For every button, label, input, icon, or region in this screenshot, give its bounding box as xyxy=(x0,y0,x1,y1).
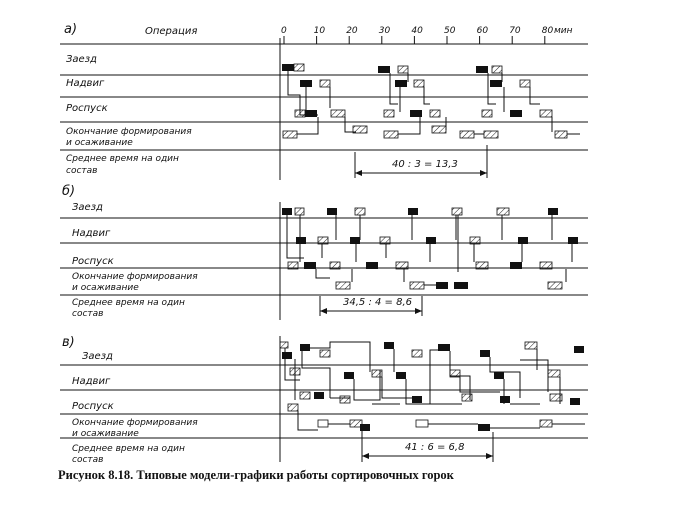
schedule-block xyxy=(436,282,448,289)
schedule-block xyxy=(384,131,398,138)
schedule-block xyxy=(300,80,312,87)
panel-a-label-average-2: состав xyxy=(66,166,98,176)
panel-v-label-finishing-2: и осаживание xyxy=(72,429,139,439)
schedule-block xyxy=(470,237,480,244)
schedule-block xyxy=(540,262,552,269)
schedule-block xyxy=(336,282,350,289)
schedule-block xyxy=(432,126,446,133)
panel-v-label-finishing-1: Окончание формирования xyxy=(72,418,198,428)
panel-v-label: в) xyxy=(62,335,75,350)
panel-a-label: а) xyxy=(64,22,78,37)
schedule-block xyxy=(540,420,552,427)
schedule-block xyxy=(454,282,468,289)
schedule-block xyxy=(320,350,330,357)
schedule-block xyxy=(548,282,562,289)
panel-v-schedule-blocks xyxy=(280,342,584,431)
panel-v-label-arrival: Заезд xyxy=(82,351,113,362)
panel-b-label-dissolution: Роспуск xyxy=(72,256,114,267)
schedule-block xyxy=(430,110,440,117)
schedule-block xyxy=(520,80,530,87)
panel-v-formula: 41 : 6 = 6,8 xyxy=(405,442,465,453)
panel-b-label: б) xyxy=(62,184,76,199)
panel-a-label-dissolution: Роспуск xyxy=(66,103,108,114)
schedule-block xyxy=(574,346,584,353)
panel-b-label-average-2: состав xyxy=(72,309,104,319)
schedule-block xyxy=(378,66,390,73)
schedule-block xyxy=(327,208,337,215)
schedule-block xyxy=(476,262,488,269)
panel-b-formula: 34,5 : 4 = 8,6 xyxy=(343,297,412,308)
schedule-block xyxy=(300,344,310,351)
panel-b-label-average-1: Среднее время на один xyxy=(72,298,185,308)
schedule-block xyxy=(548,208,558,215)
panel-v-label-push: Надвиг xyxy=(72,376,111,387)
figure-caption: Рисунок 8.18. Типовые модели-графики работы сортировочных горок xyxy=(58,468,454,482)
schedule-block xyxy=(426,237,436,244)
panel-a xyxy=(60,22,588,180)
schedule-block xyxy=(300,392,310,399)
schedule-block xyxy=(412,350,422,357)
schedule-block xyxy=(282,208,292,215)
schedule-block xyxy=(410,110,422,117)
schedule-block xyxy=(304,262,316,269)
schedule-block xyxy=(476,66,488,73)
panel-a-label-average-1: Среднее время на один xyxy=(66,154,179,164)
schedule-block xyxy=(570,398,580,405)
schedule-block xyxy=(555,131,567,138)
schedule-block xyxy=(296,237,306,244)
schedule-block xyxy=(396,262,408,269)
panel-v xyxy=(60,335,588,465)
schedule-block xyxy=(460,131,474,138)
time-tick-label: 40 xyxy=(411,26,423,36)
time-tick-label: 70 xyxy=(509,26,521,36)
schedule-block xyxy=(288,262,298,269)
time-tick-label: 30 xyxy=(378,26,391,36)
time-axis-unit: мин xyxy=(554,26,573,36)
schedule-block xyxy=(518,237,528,244)
schedule-block xyxy=(395,80,407,87)
schedule-block xyxy=(412,396,422,403)
schedule-block xyxy=(384,110,394,117)
schedule-block xyxy=(490,80,502,87)
panel-b-label-finishing-2: и осаживание xyxy=(72,283,139,293)
panel-a-label-push: Надвиг xyxy=(66,78,105,89)
panel-b xyxy=(60,184,588,320)
time-axis xyxy=(281,26,554,44)
schedule-block xyxy=(344,372,354,379)
panel-a-label-arrival: Заезд xyxy=(66,54,97,65)
schedule-block xyxy=(318,237,328,244)
schedule-block xyxy=(494,372,504,379)
panel-a-flow-lines xyxy=(288,71,580,134)
schedule-block xyxy=(410,282,424,289)
schedule-block xyxy=(492,66,502,73)
schedule-block xyxy=(340,396,350,403)
schedule-block xyxy=(331,110,345,117)
schedule-block xyxy=(510,262,522,269)
schedule-block xyxy=(314,392,324,399)
schedule-block xyxy=(452,208,462,215)
schedule-block xyxy=(568,237,578,244)
schedule-block xyxy=(500,396,510,403)
schedule-block xyxy=(384,342,394,349)
schedule-block xyxy=(414,80,424,87)
schedule-block xyxy=(366,262,378,269)
schedule-block xyxy=(478,424,490,431)
schedule-block xyxy=(482,110,492,117)
schedule-block xyxy=(380,237,390,244)
schedule-block xyxy=(480,350,490,357)
schedule-block xyxy=(318,420,328,427)
panel-v-label-average-1: Среднее время на один xyxy=(72,444,185,454)
schedule-block xyxy=(416,420,428,427)
schedule-block xyxy=(305,110,317,117)
time-tick-label: 0 xyxy=(281,26,287,36)
schedule-block xyxy=(484,131,498,138)
schedule-block xyxy=(283,131,297,138)
panel-a-label-finishing-1: Окончание формирования xyxy=(66,127,192,137)
schedule-block xyxy=(510,110,522,117)
time-tick-label: 10 xyxy=(313,26,326,36)
schedule-block xyxy=(398,66,408,73)
time-tick-label: 20 xyxy=(346,26,358,36)
schedule-block xyxy=(540,110,552,117)
schedule-block xyxy=(282,64,294,71)
panel-b-label-finishing-1: Окончание формирования xyxy=(72,272,198,282)
time-tick-label: 80 xyxy=(541,26,554,36)
panel-b-label-push: Надвиг xyxy=(72,228,111,239)
schedule-block xyxy=(320,80,330,87)
panel-a-formula: 40 : 3 = 13,3 xyxy=(392,159,458,170)
schedule-block xyxy=(294,64,304,71)
panel-b-label-arrival: Заезд xyxy=(72,202,103,213)
schedule-block xyxy=(280,342,288,348)
panel-b-flow-lines xyxy=(287,215,572,285)
schedule-block xyxy=(548,370,560,377)
schedule-block xyxy=(282,352,292,359)
schedule-block xyxy=(497,208,509,215)
schedule-block xyxy=(330,262,340,269)
schedule-block xyxy=(408,208,418,215)
schedule-block xyxy=(396,372,406,379)
panel-v-label-average-2: состав xyxy=(72,455,104,465)
time-tick-label: 60 xyxy=(476,26,489,36)
panel-a-label-finishing-2: и осаживание xyxy=(66,138,133,148)
schedule-block xyxy=(525,342,537,349)
schedule-block xyxy=(288,404,298,411)
header-operation-label: Операция xyxy=(145,26,198,37)
schedule-block xyxy=(295,208,304,215)
schedule-block xyxy=(350,237,360,244)
time-tick-label: 50 xyxy=(444,26,456,36)
schedule-block xyxy=(355,208,365,215)
panel-v-label-dissolution: Роспуск xyxy=(72,401,114,412)
